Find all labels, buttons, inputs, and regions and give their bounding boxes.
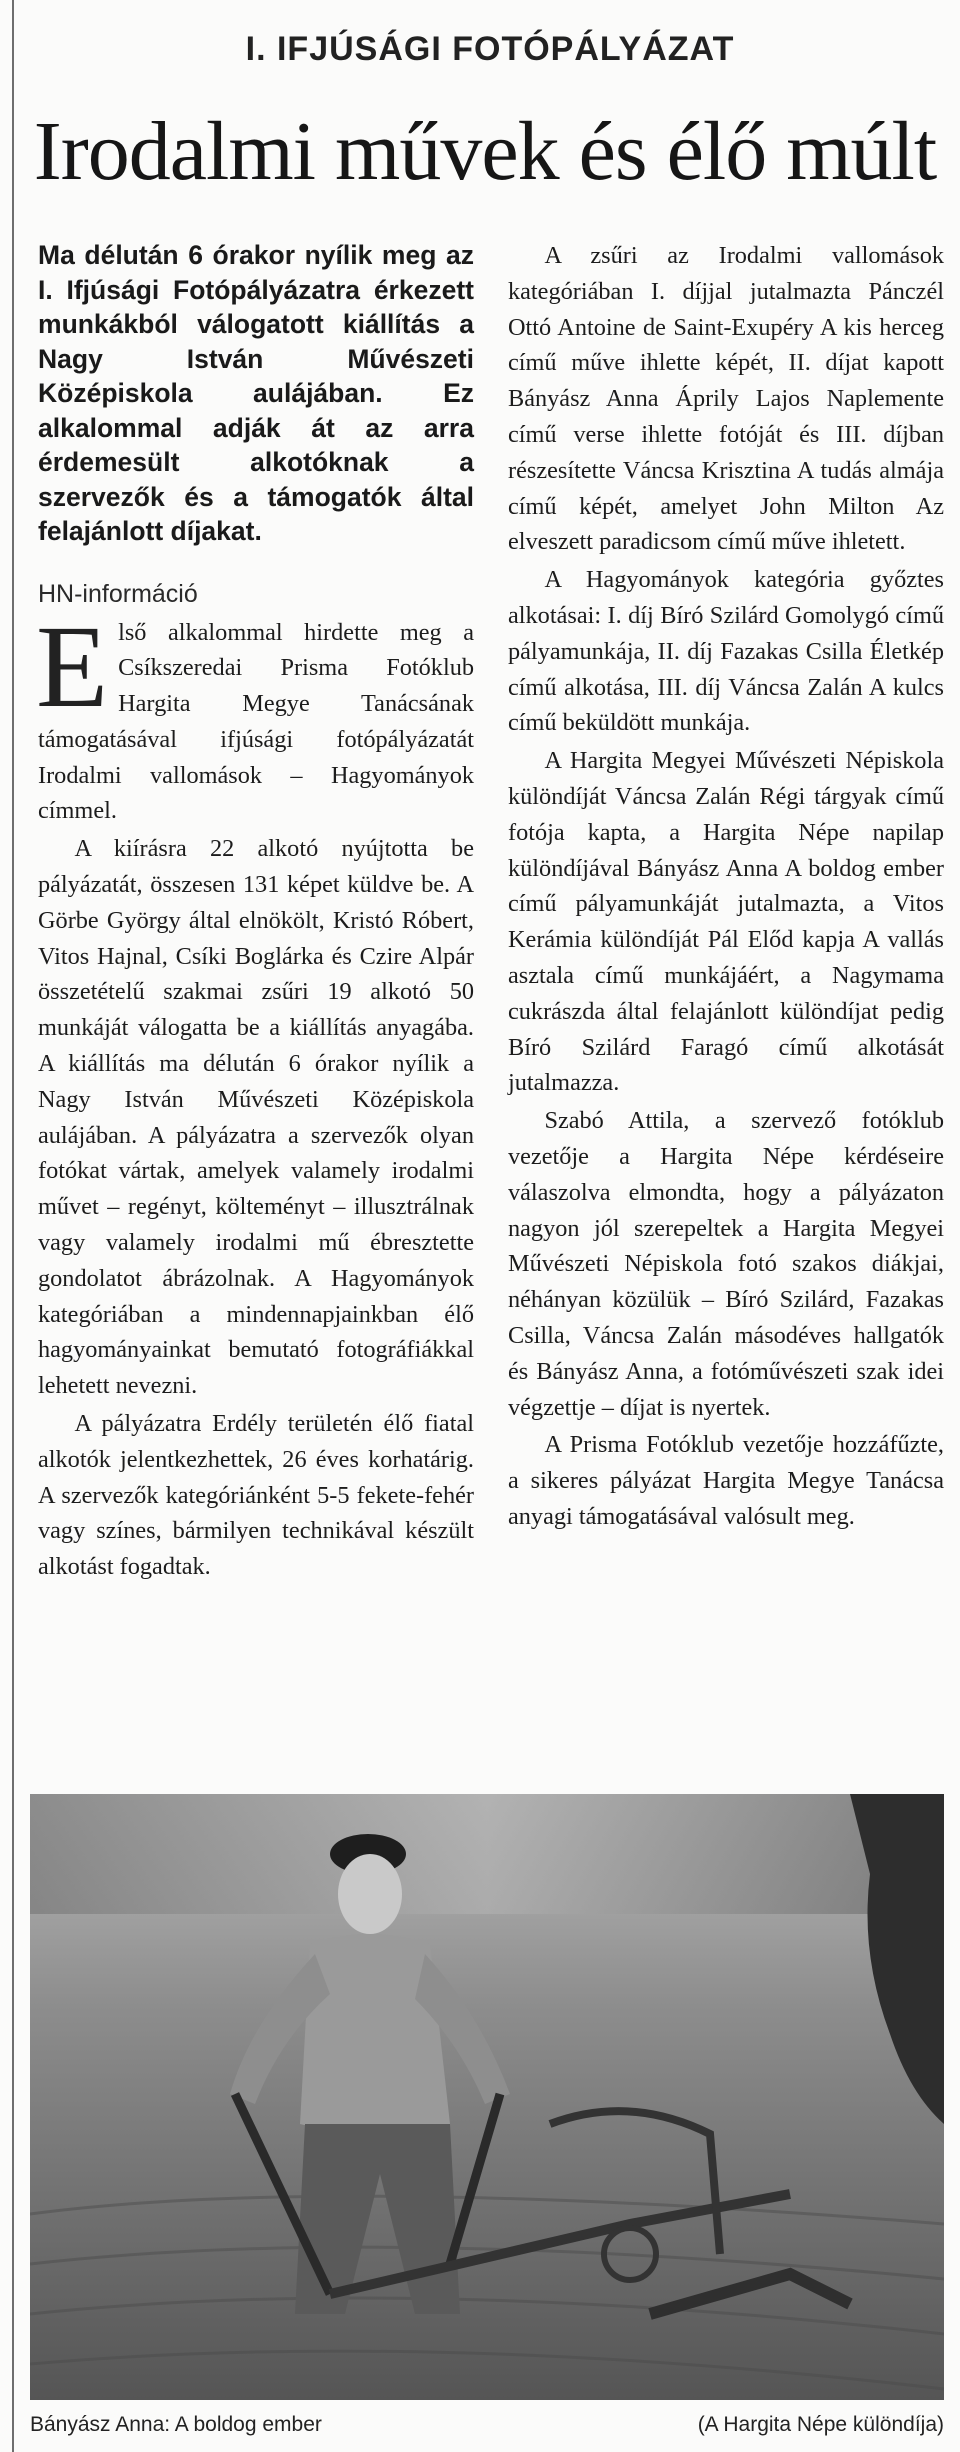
photo-illustration <box>30 1794 944 2400</box>
drop-cap: E <box>36 600 109 732</box>
body-paragraph: A Hargita Megyei Művészeti Népiskola különdíját Váncsa Zalán Régi tárgyak című fotója kapta, a Hargita Népe napilap különdíjával Bányász Anna A boldog ember című pályamunkáját jutalmazta, a Vitos Kerámia különdíját Pál Előd kapja A vallás asztala című munkájáért, a Nagymama cukrászda által felajánlott különdíjat pedig Bíró Szilárd Faragó című alkotását jutalmazza. <box>508 747 944 1097</box>
body-paragraph-text: lső alkalommal hirdette meg a Csíkszeredai Prisma Fotóklub Hargita Megye Tanácsának támogatásával ifjúsági fotópályázatát Irodalmi vallomások – Hagyományok címmel. <box>38 618 474 825</box>
article-kicker: I. IFJÚSÁGI FOTÓPÁLYÁZAT <box>245 30 735 68</box>
body-paragraph: A zsűri az Irodalmi vallomások kategóriában I. díjjal jutalmazta Pánczél Ottó Antoine de Saint-Exupéry A kis herceg című műve ihlette képét, II. díjat kapott Bányász Anna Áprily Lajos Naplemente című verse ihlette fotóját és III. díjban részesítette Váncsa Krisztina A tudás almája című képét, amelyet John Milton Az elveszett paradicsom című műve ihletett. <box>508 242 944 556</box>
caption-title: Bányász Anna: A boldog ember <box>30 2413 322 2436</box>
body-paragraph: A Hagyományok kategória győztes alkotásai: I. díj Bíró Szilárd Gomolygó című pályamunkája, II. díj Fazakas Csilla Életkép című alkotása, III. díj Váncsa Zalán A kulcs című beküldött munkája. <box>508 566 944 737</box>
article-body <box>38 238 944 1587</box>
body-paragraph: A Prisma Fotóklub vezetője hozzáfűzte, a sikeres pályázat Hargita Megye Tanácsa anyagi támogatásával valósult meg. <box>508 1431 944 1530</box>
left-column <box>38 238 474 1587</box>
photo-caption <box>30 2412 944 2438</box>
body-paragraph <box>36 600 474 830</box>
caption-credit: (A Hargita Népe különdíja) <box>697 2413 944 2436</box>
column-rule <box>12 0 14 2452</box>
article-photo <box>30 1794 944 2400</box>
body-paragraph: A kiírásra 22 alkotó nyújtotta be pályázatát, összesen 131 képet küldve be. A Görbe György által elnökölt, Kristó Róbert, Vitos Hajnal, Csíki Boglárka és Czire Alpár összetételű szakmai zsűri 19 alkotó 50 munkáját válogatta be a kiállítás anyagába. A kiállítás ma délután 6 órakor nyílik a Nagy István Művészeti Középiskola aulájában. A pályázatra a szervezők olyan fotókat vártak, amelyek valamely irodalmi művet – regényt, költeményt – illusztrálnak vagy valamely irodalmi mű ébresztette gondolatot ábrázolnak. A Hagyományok kategóriában a mindennapjainkban élő hagyományainkat bemutató fotográfiákkal lehetett nevezni. <box>38 835 474 1400</box>
article-source: HN-információ <box>38 579 198 608</box>
body-paragraph: Szabó Attila, a szervező fotóklub vezetője a Hargita Népe kérdéseire válaszolva elmondta, hogy a pályázaton nagyon jól szerepeltek a Hargita Megyei Művészeti Népiskola fotó szakos diákjai, néhányan közülük – Bíró Szilárd, Fazakas Csilla, Váncsa Zalán másodéves hallgatók és Bányász Anna, a fotóművészeti szak idei végzettje – díjat is nyertek. <box>508 1107 944 1421</box>
right-column <box>508 238 944 1587</box>
article-headline: Irodalmi művek és élő múlt <box>33 105 937 198</box>
article-lead: Ma délután 6 órakor nyílik meg az I. Ifjúsági Fotópályázatra érkezett munkákból válogatott kiállítás a Nagy István Művészeti Középiskola aulájában. Ez alkalommal adják át az arra érdemesült alkotóknak a szervezők és a támogatók által felajánlott díjakat. <box>38 240 474 546</box>
body-paragraph: A pályázatra Erdély területén élő fiatal alkotók jelentkezhettek, 26 éves korhatárig. A szervezők kategóriánként 5-5 fekete-fehér vagy színes, bármilyen technikával készült alkotást fogadtak. <box>38 1410 474 1581</box>
